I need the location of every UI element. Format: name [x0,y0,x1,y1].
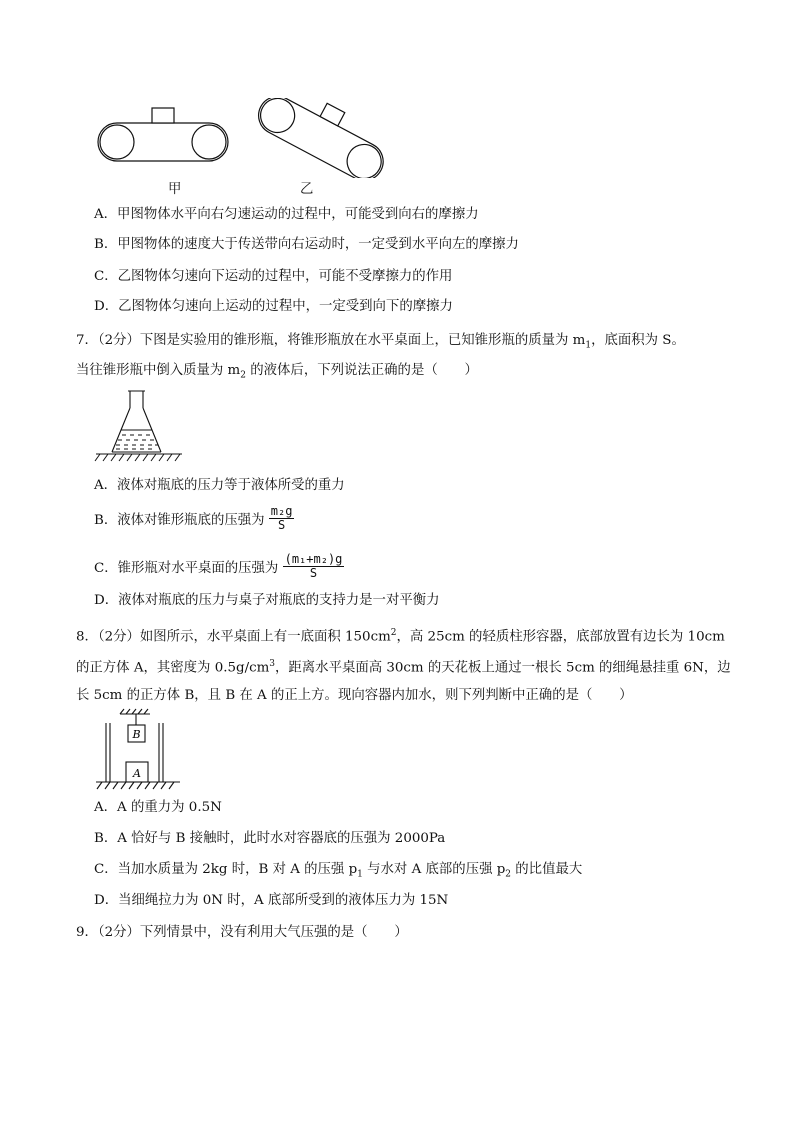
q7-subscript-2: 2 [240,370,246,381]
q8-stem-line1-end: ，高 25cm 的轻质柱形容器，底部放置有边长为 10cm [396,629,725,645]
q6-option-d: D．乙图物体匀速向上运动的过程中，一定受到向下的摩擦力 [94,299,453,314]
figure-label-yi: 乙 [300,182,314,197]
q8-option-c-middle: 与水对 A 底部的压强 p [362,862,506,877]
q7-subscript-1: 1 [585,340,592,351]
q7-option-b [94,504,294,532]
figure-label-jia: 甲 [168,182,182,197]
q7-stem-line1 [76,333,685,354]
conical-flask-figure [92,388,184,464]
q8-stem-line1-text: 8．（2分）如图所示，水平桌面上有一底面积 150cm [76,629,391,645]
q9-stem-line1: 9．（2分）下列情景中，没有利用大气压强的是（ ） [76,925,408,940]
q7-option-b-fraction [269,505,295,532]
q8-option-d: D．当细绳拉力为 0N 时，A 底部所受到的液体压力为 15N [94,893,449,908]
q8-option-a: A．A 的重力为 0.5N [94,800,222,815]
fraction-denominator: S [309,566,318,580]
q8-superscript-2: 2 [390,628,397,638]
q7-stem-line2-end: 的液体后，下列说法正确的是（ ） [246,363,478,378]
fraction-numerator: m₂g [270,504,293,518]
q7-option-c-text: C．锥形瓶对水平桌面的压强为 [94,561,279,576]
q6-option-b: B．甲图物体的速度大于传送带向右运动时，一定受到水平向左的摩擦力 [94,237,519,252]
fraction-denominator: S [278,518,286,532]
q8-subscript-p2: 2 [505,869,512,880]
q7-option-c-fraction [283,553,345,580]
q8-option-c-end: 的比值最大 [511,862,583,877]
q8-stem-line2-text: 的正方体 A，其密度为 0.5g/cm [76,660,270,676]
q8-stem-line1 [76,625,725,645]
q7-option-a: A．液体对瓶底的压力等于液体所受的重力 [94,478,345,493]
q8-option-c-text: C．当加水质量为 2kg 时，B 对 A 的压强 p [94,862,358,877]
q8-stem-line2 [76,656,731,676]
q8-stem-line3: 长 5cm 的正方体 B，且 B 在 A 的正上方。现向容器内加水，则下列判断中正确的是（ ） [76,688,633,703]
q7-option-c [94,552,344,580]
q6-option-c: C．乙图物体匀速向下运动的过程中，可能不受摩擦力的作用 [94,269,453,284]
q6-option-a: A．甲图物体水平向右匀速运动的过程中，可能受到向右的摩擦力 [94,207,479,222]
q7-option-d: D．液体对瓶底的压力与桌子对瓶底的支持力是一对平衡力 [94,593,440,608]
block-b-label: B [132,728,141,741]
inclined-belt-yi [252,98,390,178]
q8-subscript-p1: 1 [357,869,363,880]
horizontal-belt-jia [98,108,228,161]
q7-stem-line2-text: 当往锥形瓶中倒入质量为 m [76,363,241,378]
q8-option-b: B．A 恰好与 B 接触时，此时水对容器底的压强为 2000Pa [94,831,446,846]
q8-option-c [94,862,582,883]
q8-superscript-3: 3 [269,659,276,669]
q7-stem-line1-text: 7．（2分）下图是实验用的锥形瓶，将锥形瓶放在水平桌面上，已知锥形瓶的质量为 m [76,333,586,348]
container-blocks-figure [94,708,184,792]
q7-stem-line2 [76,363,478,384]
fraction-numerator: (m₁+m₂)g [284,552,343,566]
conveyor-belt-figure [90,98,390,178]
q8-stem-line2-end: ，距离水平桌面高 30cm 的天花板上通过一根长 5cm 的细绳悬挂重 6N，边 [275,660,731,676]
block-a-label: A [133,767,141,780]
q7-stem-line1-end: ，底面积为 S。 [591,333,685,348]
q7-option-b-text: B．液体对锥形瓶底的压强为 [94,513,265,528]
